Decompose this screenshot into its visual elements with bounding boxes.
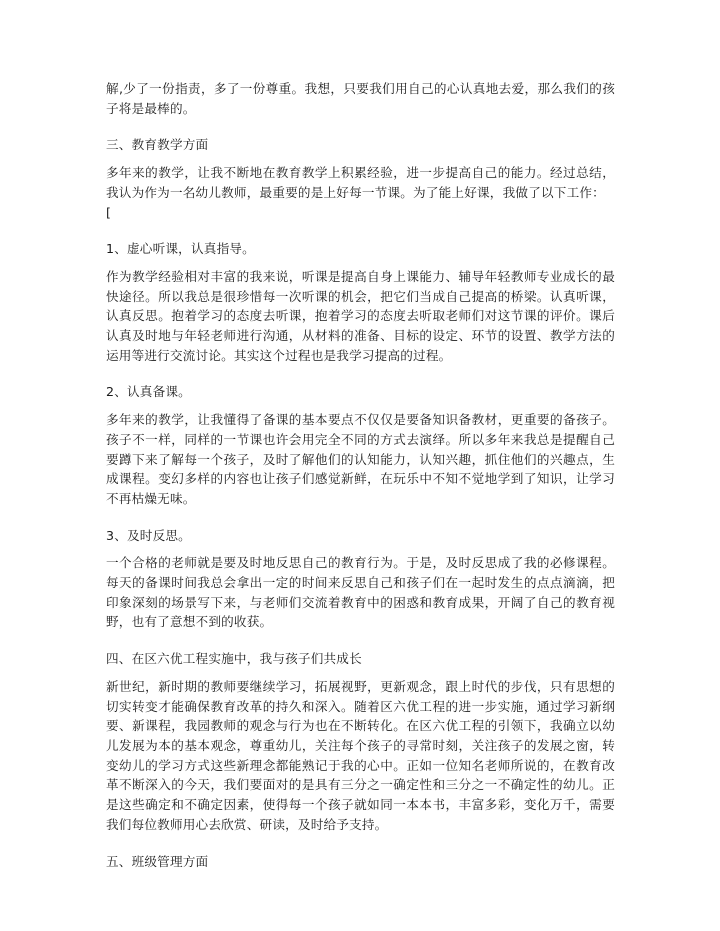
- intro-tail-paragraph: 解,少了一份指责，多了一份尊重。我想，只要我们用自己的心认真地去爱，那么我们的孩子将是最棒的。: [106, 81, 615, 116]
- bracket-mark: [: [106, 204, 112, 220]
- item-1-paragraph: 作为教学经验相对丰富的我来说，听课是提高自身上课能力、辅导年轻教师专业成长的最快途径。所以我总是很珍惜每一次听课的机会，把它们当成自己提高的桥梁。认真听课，认真反思。抱着学习的态度去听课，抱着学习的态度去听取老师们对这节课的评价。课后认真及时地与年轻老师进行沟通，从材料的准备、目标的设定、环节的设置、教学方法的运用等进行交流讨论。其实这个过程也是我学习提高的过程。: [106, 268, 615, 363]
- item-3-paragraph: 一个合格的老师就是要及时地反思自己的教育行为。于是，及时反思成了我的必修课程。每天的备课时间我总会拿出一定的时间来反思自己和孩子们在一起时发生的点点滴滴，把印象深刻的场景写下来，与老师们交流着教育中的困惑和教育成果，开阔了自己的教育视野，也有了意想不到的收获。: [106, 555, 615, 630]
- section-3-heading: 三、教育教学方面: [106, 137, 209, 153]
- item-1-heading: 1、虚心听课，认真指导。: [106, 241, 255, 257]
- section-4-paragraph: 新世纪，新时期的教师要继续学习，拓展视野，更新观念，跟上时代的步伐，只有思想的切实转变才能确保教育改革的持久和深入。随着区六优工程的进一步实施，通过学习新纲要、新课程，我园教师的观念与行为也在不断转化。在区六优工程的引领下，我确立以幼儿发展为本的基本观念，尊重幼儿，关注每个孩子的寻常时刻，关注孩子的发展之窗，转变幼儿的学习方式这些新理念都能熟记于我的心中。正如一位知名老师所说的，在教育改革不断深入的今天，我们要面对的是具有三分之一确定性和三分之一不确定性的幼儿。正是这些确定和不确定因素，使得每一个孩子就如同一本本书，丰富多彩，变化万千，需要我们每位教师用心去欣赏、研读，及时给予支持。: [106, 678, 615, 832]
- section-5-heading: 五、班级管理方面: [106, 853, 209, 869]
- item-2-paragraph: 多年来的教学，让我懂得了备课的基本要点不仅仅是要备知识备教材，更重要的备孩子。孩子不一样，同样的一节课也许会用完全不同的方式去演绎。所以多年来我总是提醒自己要蹲下来了解每一个孩子，及时了解他们的认知能力，认知兴趣，抓住他们的兴趣点，生成课程。变幻多样的内容也让孩子们感觉新鲜，在玩乐中不知不觉地学到了知识，让学习不再枯燥无味。: [106, 412, 615, 506]
- section-4-heading: 四、在区六优工程实施中，我与孩子们共成长: [106, 651, 362, 667]
- item-3-heading: 3、及时反思。: [106, 527, 191, 543]
- section-3-intro-text: 多年来的教学，让我不断地在教育教学上积累经验，进一步提高自己的能力。经过总结，我认为作为一名幼儿教师，最重要的是上好每一节课。为了能上好课，我做了以下工作：: [106, 165, 615, 200]
- item-2-heading: 2、认真备课。: [106, 384, 191, 400]
- section-3-intro-paragraph: [106, 163, 615, 222]
